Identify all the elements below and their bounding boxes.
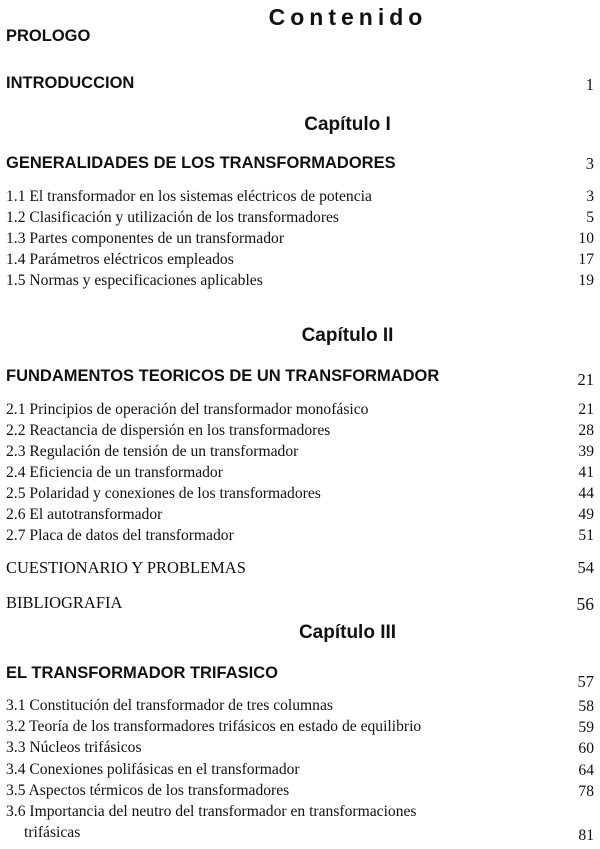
toc-entry-page: 44 <box>578 485 594 502</box>
toc-entry-page: 21 <box>578 401 594 418</box>
toc-entry-page: 64 <box>578 762 594 779</box>
toc-entry-page: 10 <box>578 230 594 247</box>
chapter-heading-1: Capítulo I <box>304 114 391 135</box>
prologo-heading: PROLOGO <box>6 27 91 45</box>
toc-entry: 2.6 El autotransformador <box>6 506 163 523</box>
toc-entry-page: 60 <box>578 740 594 757</box>
section-heading-1: GENERALIDADES DE LOS TRANSFORMADORES <box>6 154 396 172</box>
toc-entry-page: 19 <box>578 272 594 289</box>
toc-entry-page: 59 <box>578 719 594 736</box>
toc-entry: 3.4 Conexiones polifásicas en el transformador <box>6 761 300 778</box>
toc-entry-page: 28 <box>578 422 594 439</box>
page-title: Contenido <box>268 4 428 30</box>
toc-entry: 3.1 Constitución del transformador de tres columnas <box>6 697 333 714</box>
toc-entry-continuation: trifásicas <box>24 824 81 841</box>
toc-entry-page: 51 <box>578 527 594 544</box>
toc-entry: 3.3 Núcleos trifásicos <box>6 739 142 756</box>
toc-entry: 3.5 Aspectos térmicos de los transformadores <box>6 782 290 799</box>
section-heading-2: FUNDAMENTOS TEORICOS DE UN TRANSFORMADOR <box>6 367 440 385</box>
introduccion-heading: INTRODUCCION <box>6 74 135 92</box>
toc-entry-page: 58 <box>578 698 594 715</box>
toc-extra: BIBLIOGRAFIA <box>6 593 123 612</box>
toc-extra-page: 56 <box>576 594 594 614</box>
toc-entry: 2.3 Regulación de tensión de un transformador <box>6 443 299 460</box>
toc-entry-page: 41 <box>578 464 594 481</box>
toc-entry-page: 3 <box>586 188 594 205</box>
toc-entry: 3.6 Importancia del neutro del transformador en transformaciones <box>6 803 417 820</box>
toc-entry: 1.4 Parámetros eléctricos empleados <box>6 251 234 268</box>
toc-entry-page: 39 <box>578 443 594 460</box>
toc-entry: 3.2 Teoría de los transformadores trifásicos en estado de equilibrio <box>6 718 422 735</box>
section-page-3: 57 <box>577 672 594 691</box>
toc-entry: 2.1 Principios de operación del transformador monofásico <box>6 401 369 418</box>
toc-entry-page: 81 <box>578 827 594 844</box>
chapter-heading-3: Capítulo III <box>298 622 397 643</box>
toc-entry: 1.5 Normas y especificaciones aplicables <box>6 272 263 289</box>
section-page-1: 3 <box>585 154 594 173</box>
toc-entry: 2.2 Reactancia de dispersión en los transformadores <box>6 422 331 439</box>
introduccion-page: 1 <box>585 75 594 94</box>
toc-entry: 1.1 El transformador en los sistemas eléctricos de potencia <box>6 188 372 205</box>
toc-extra-page: 54 <box>577 558 594 577</box>
toc-extra: CUESTIONARIO Y PROBLEMAS <box>6 558 246 577</box>
toc-entry-page: 5 <box>586 209 594 226</box>
toc-entry: 2.5 Polaridad y conexiones de los transformadores <box>6 485 321 502</box>
toc-entry: 1.3 Partes componentes de un transformador <box>6 230 285 247</box>
toc-entry-page: 17 <box>578 251 594 268</box>
section-page-2: 21 <box>577 370 594 389</box>
section-heading-3: EL TRANSFORMADOR TRIFASICO <box>6 664 278 682</box>
toc-entry: 1.2 Clasificación y utilización de los transformadores <box>6 209 340 226</box>
toc-entry-page: 49 <box>578 506 594 523</box>
toc-entry: 2.4 Eficiencia de un transformador <box>6 464 223 481</box>
toc-entry: 2.7 Placa de datos del transformador <box>6 527 234 544</box>
chapter-heading-2: Capítulo II <box>301 325 394 346</box>
toc-entry-page: 78 <box>578 783 594 800</box>
